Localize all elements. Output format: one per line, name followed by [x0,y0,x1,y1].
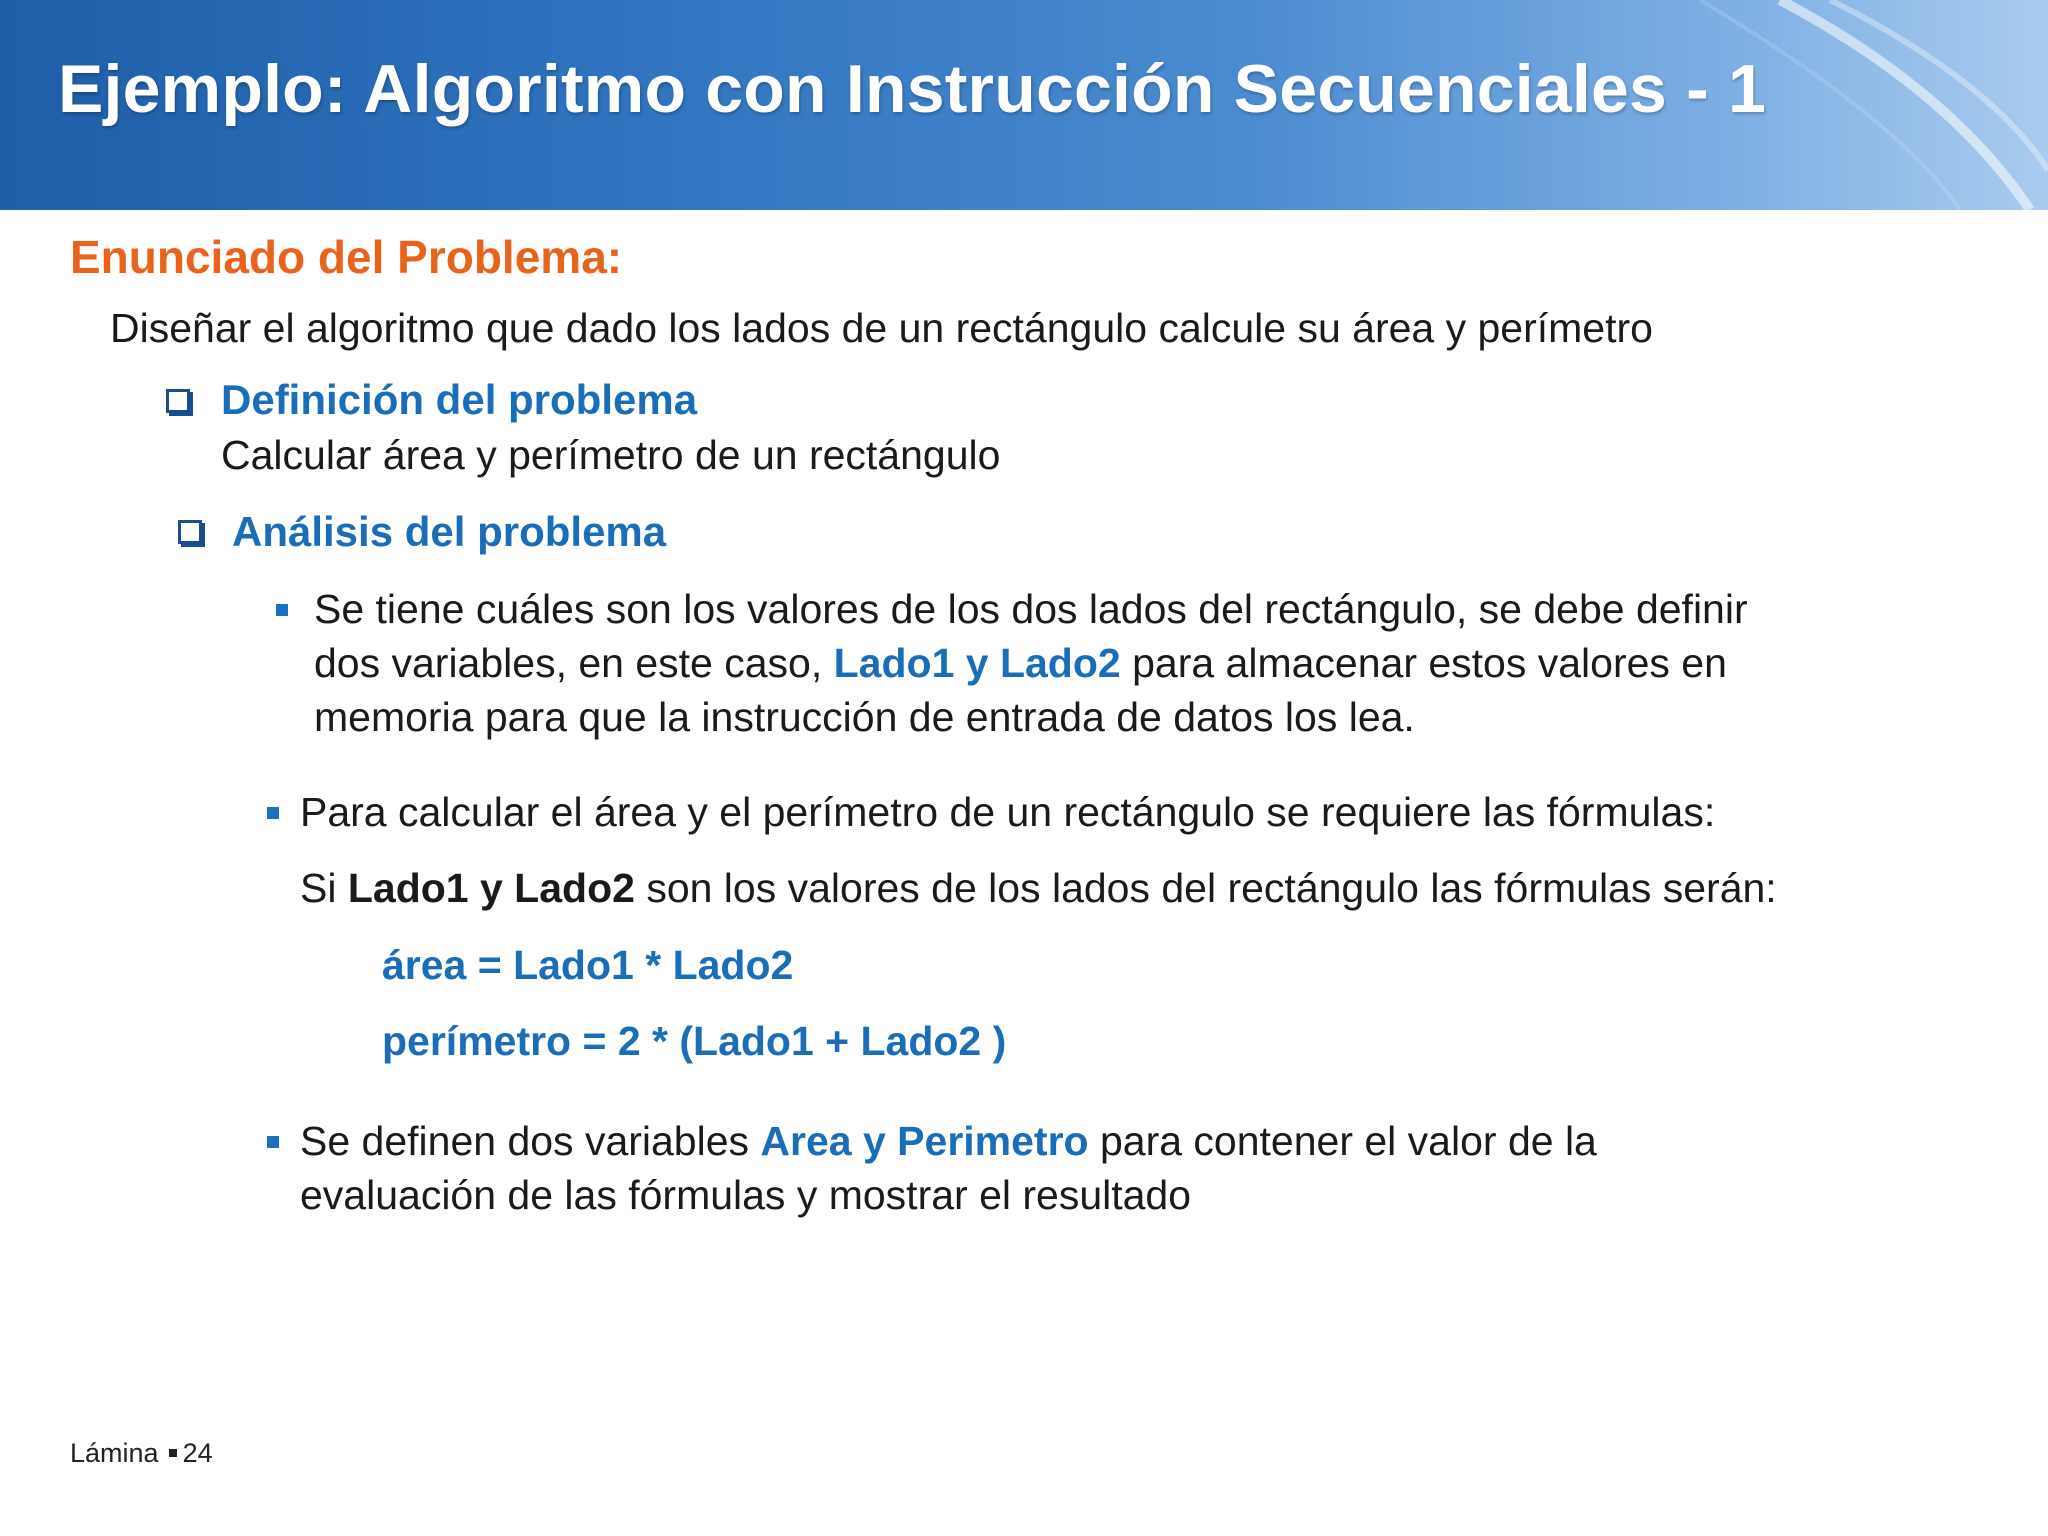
slide-footer [70,1438,213,1469]
bullet3-line1 [300,1118,1597,1165]
checkbox-bullet-icon [166,389,190,413]
formula-area: área = Lado1 * Lado2 [382,942,794,988]
bullet1-line1: Se tiene cuáles son los valores de los dos lados del rectángulo, se debe definir [314,586,1748,632]
analisis-title: Análisis del problema [232,508,667,555]
square-bullet-icon [276,604,288,616]
bullet2-line2-pre: Si [300,865,348,911]
bullet1-line2 [314,640,1727,687]
definicion-title: Definición del problema [221,376,698,423]
bullet3-line1-post: para contener el valor de la [1088,1118,1597,1164]
bullet2-line2-post: son los valores de los lados del rectángulo las fórmulas serán: [634,865,1777,911]
bullet2-line2 [300,865,1777,912]
bullet1-line2-post: para almacenar estos valores en [1120,640,1727,686]
bullet3-variables-highlight: Area y Perimetro [760,1118,1089,1164]
square-bullet-icon [267,1136,279,1148]
problem-statement: Diseñar el algoritmo que dado los lados de un rectángulo calcule su área y perímetro [110,305,1653,351]
bullet1-variables-highlight: Lado1 y Lado2 [833,640,1121,686]
page-number: 24 [182,1438,213,1468]
bullet3-line2: evaluación de las fórmulas y mostrar el resultado [300,1172,1192,1218]
bullet2-line1: Para calcular el área y el perímetro de un rectángulo se requiere las fórmulas: [300,789,1716,835]
footer-separator-icon [169,1449,177,1457]
slide-title: Ejemplo: Algoritmo con Instrucción Secuenciales - 1 [58,51,1767,127]
bullet1-line3: memoria para que la instrucción de entrada de datos los lea. [314,694,1415,740]
checkbox-bullet-icon [178,520,202,544]
formula-perimetro: perímetro = 2 * (Lado1 + Lado2 ) [382,1018,1007,1064]
section-heading: Enunciado del Problema: [70,231,623,283]
footer-label: Lámina [70,1438,159,1468]
bullet3-line1-pre: Se definen dos variables [300,1118,761,1164]
definicion-text: Calcular área y perímetro de un rectángulo [221,432,1001,478]
title-banner [0,0,2048,210]
bullet1-line2-pre: dos variables, en este caso, [314,640,834,686]
square-bullet-icon [267,807,279,819]
bullet2-variables-bold: Lado1 y Lado2 [347,865,635,911]
